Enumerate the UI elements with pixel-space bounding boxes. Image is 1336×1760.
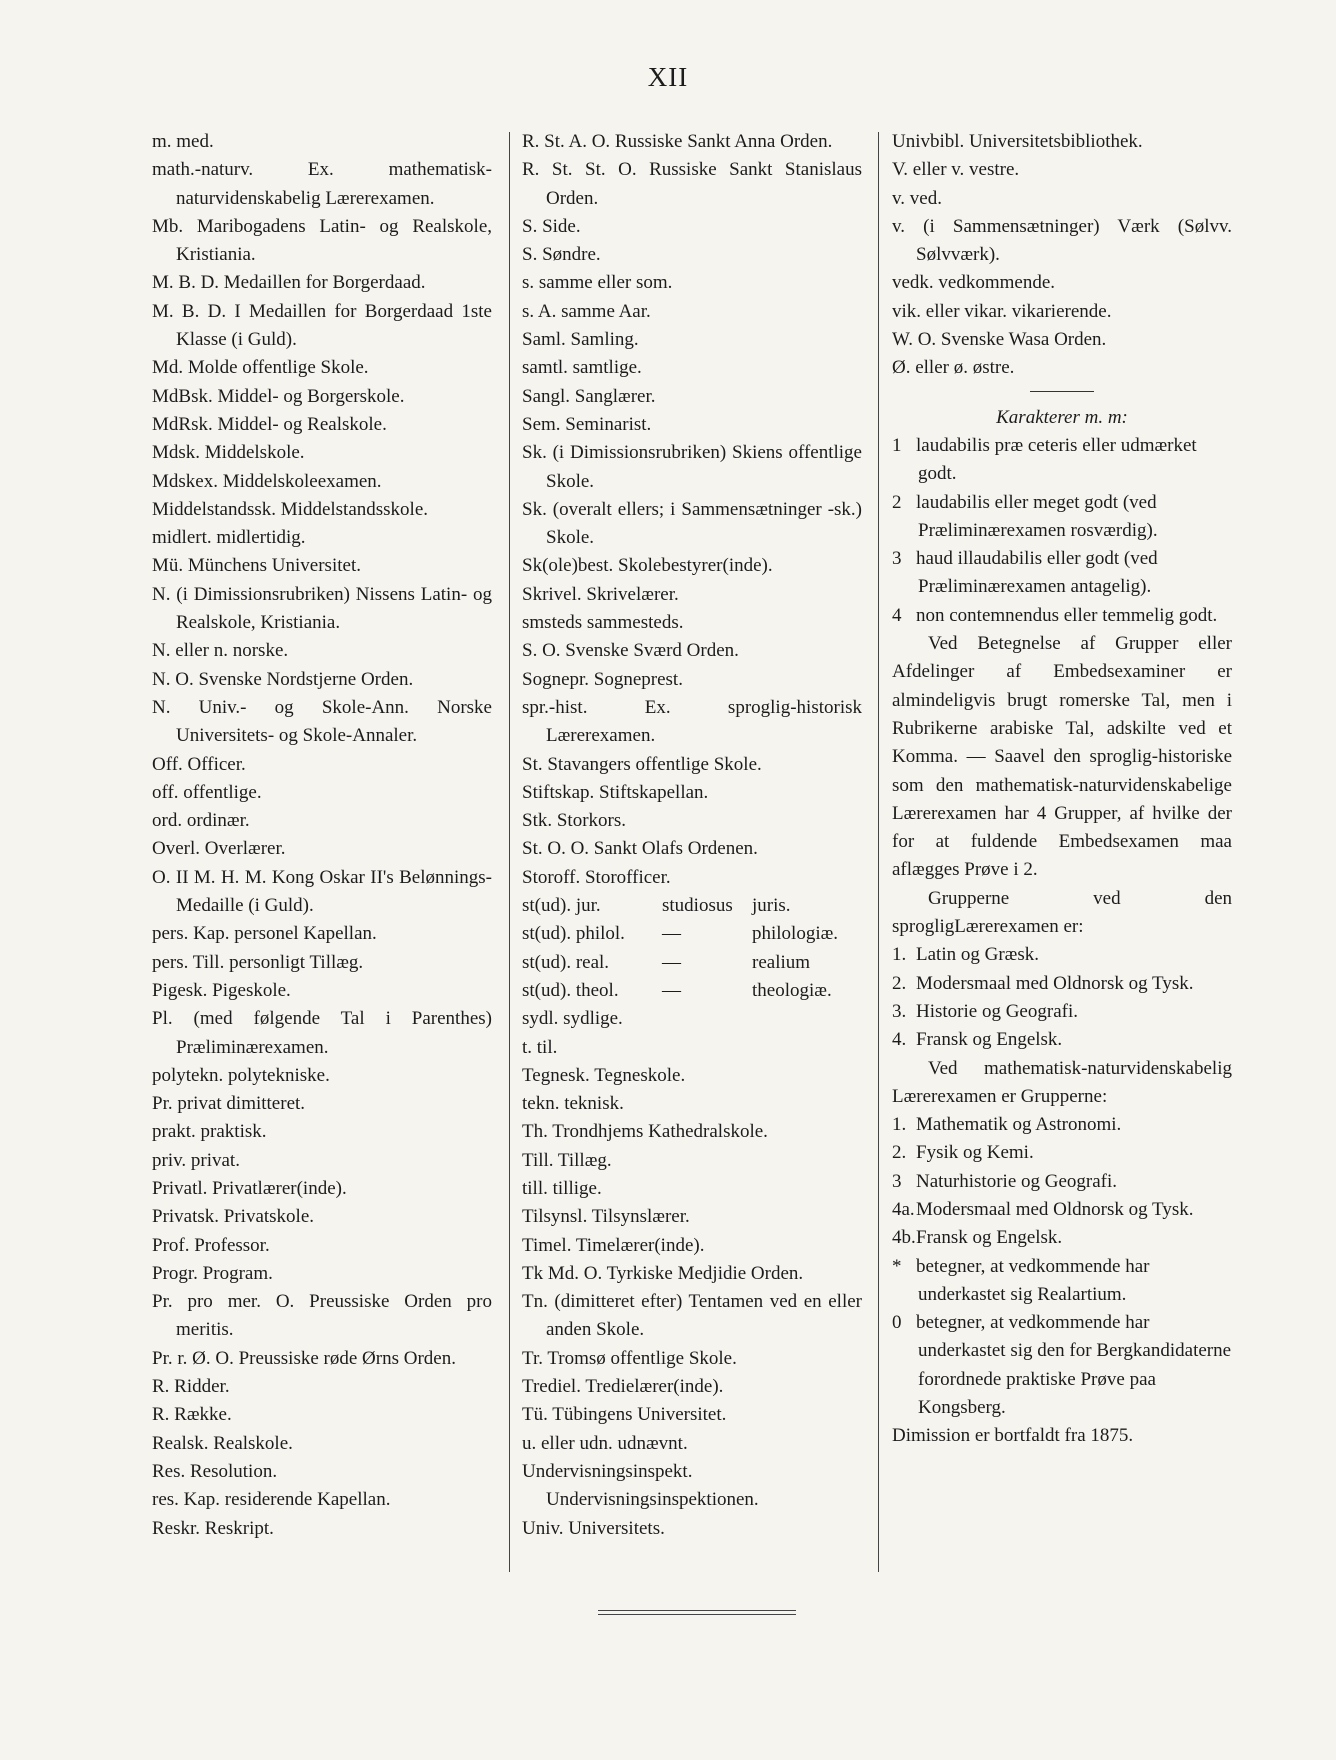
sproglig-group xyxy=(892,1026,1232,1054)
abbreviation-entry: S. O. Svenske Sværd Orden. xyxy=(522,640,739,662)
sproglig-group-number: 4. xyxy=(892,1029,907,1051)
abbreviation-entry: Sem. Seminarist. xyxy=(522,413,652,435)
abbreviation-entry: res. Kap. residerende Kapellan. xyxy=(152,1489,391,1511)
abbreviation-entry: R. Ridder. xyxy=(152,1376,230,1398)
sproglig-group xyxy=(892,970,1232,998)
abbreviation-entry: Pl. (med følgende Tal i Parenthes) Præliminærexamen. xyxy=(152,1008,492,1058)
studiosus-cell: st(ud). theol. xyxy=(522,979,619,1001)
studiosus-cell: — xyxy=(662,951,681,973)
abbreviation-entry: t. til. xyxy=(522,1036,558,1058)
abbreviation-entry: Prof. Professor. xyxy=(152,1234,270,1256)
abbreviation-entry: MdRsk. Middel- og Realskole. xyxy=(152,413,387,435)
abbreviation-entry: Sk. (overalt ellers; i Sammensætninger -sk.) Skole. xyxy=(522,498,862,549)
abbreviation-entry: tekn. teknisk. xyxy=(522,1093,624,1115)
studiosus-row xyxy=(522,920,862,948)
karakter-item-number: 1 xyxy=(892,434,902,456)
abbreviation-entry: Till. Tillæg. xyxy=(522,1149,612,1171)
studiosus-cell: — xyxy=(662,923,681,945)
sproglig-group-text: Historie og Geografi. xyxy=(916,1000,1078,1022)
abbreviation-entry: Sk. (i Dimissionsrubriken) Skiens offentlige Skole. xyxy=(522,442,862,492)
abbreviation-entry: R. St. A. O. Russiske Sankt Anna Orden. xyxy=(522,131,833,152)
dimission-line: Dimission er bortfaldt fra 1875. xyxy=(892,1425,1134,1447)
math-paragraph: Ved mathematisk-naturvidenskabelig Lærerexamen er Grupperne: xyxy=(892,1057,1232,1107)
studiosus-row xyxy=(522,892,862,920)
abbreviation-entry: M. B. D. I Medaillen for Borgerdaad 1ste Klasse (i Guld). xyxy=(152,300,492,351)
abbreviation-entry: u. eller udn. udnævnt. xyxy=(522,1432,688,1454)
end-rule xyxy=(598,1610,796,1615)
karakter-item-number: 4 xyxy=(892,604,902,626)
studiosus-cell: st(ud). jur. xyxy=(522,895,601,917)
abbreviation-entry: Mb. Maribogadens Latin- og Realskole, Kristiania. xyxy=(152,215,492,266)
abbreviation-entry: Tü. Tübingens Universitet. xyxy=(522,1404,727,1426)
abbreviation-entry: prakt. praktisk. xyxy=(152,1121,267,1143)
karakter-item-text: non contemnendus eller temmelig godt. xyxy=(916,604,1218,626)
column-divider xyxy=(509,132,510,1572)
abbreviation-entry: N. Univ.- og Skole-Ann. Norske Universitets- og Skole-Annaler. xyxy=(152,696,492,747)
abbreviation-column-2 xyxy=(522,128,862,1543)
sproglig-group xyxy=(892,941,1232,969)
karakter-item-text: haud illaudabilis eller godt (ved Præliminærexamen antagelig). xyxy=(916,548,1158,598)
sproglig-paragraph: Grupperne ved den sprogligLærerexamen er: xyxy=(892,887,1232,938)
abbreviation-entry: Md. Molde offentlige Skole. xyxy=(152,357,369,379)
abbreviation-entry: Sangl. Sanglærer. xyxy=(522,385,656,407)
sproglig-group-number: 1. xyxy=(892,944,907,966)
studiosus-cell: philologiæ. xyxy=(752,923,839,945)
column-2-entries-bottom xyxy=(522,1005,862,1543)
note-item xyxy=(892,1309,1232,1422)
abbreviation-entry: Pr. r. Ø. O. Preussiske røde Ørns Orden. xyxy=(152,1347,456,1369)
abbreviation-entry: Overl. Overlærer. xyxy=(152,838,286,860)
column-3-entries xyxy=(892,128,1232,383)
abbreviation-entry: Realsk. Realskole. xyxy=(152,1432,293,1454)
abbreviation-entry: Pr. pro mer. O. Preussiske Orden pro meritis. xyxy=(152,1291,492,1341)
sproglig-group-number: 3. xyxy=(892,1000,907,1022)
abbreviation-entry: Tn. (dimitteret efter) Tentamen ved en eller anden Skole. xyxy=(522,1291,862,1341)
math-group-number: 1. xyxy=(892,1114,907,1136)
abbreviation-entry: N. eller n. norske. xyxy=(152,640,289,662)
abbreviation-entry: S. Søndre. xyxy=(522,244,601,266)
abbreviation-entry: Sk(ole)best. Skolebestyrer(inde). xyxy=(522,555,773,577)
studiosus-cell: st(ud). philol. xyxy=(522,923,625,945)
abbreviation-column-3 xyxy=(892,128,1232,1451)
sproglig-group-number: 2. xyxy=(892,972,907,994)
abbreviation-entry: polytekn. polytekniske. xyxy=(152,1064,330,1086)
abbreviation-entry: N. O. Svenske Nordstjerne Orden. xyxy=(152,668,414,690)
math-group-text: Fysik og Kemi. xyxy=(916,1142,1034,1164)
note-item-text: betegner, at vedkommende har underkastet sig Realartium. xyxy=(916,1255,1150,1305)
abbreviation-entry: math.-naturv. Ex. mathematisk-naturvidenskabelig Lærerexamen. xyxy=(152,159,492,209)
karakterer-list xyxy=(892,432,1232,630)
abbreviation-entry: M. B. D. Medaillen for Borgerdaad. xyxy=(152,272,426,294)
abbreviation-entry: Mdskex. Middelskoleexamen. xyxy=(152,470,382,492)
abbreviation-entry: till. tillige. xyxy=(522,1177,602,1199)
abbreviation-entry: Off. Officer. xyxy=(152,753,246,775)
abbreviation-entry: sydl. sydlige. xyxy=(522,1008,623,1030)
abbreviation-entry: R. St. St. O. Russiske Sankt Stanislaus Orden. xyxy=(522,159,862,209)
abbreviation-entry: Saml. Samling. xyxy=(522,329,639,351)
math-group-text: Modersmaal med Oldnorsk og Tysk. xyxy=(916,1198,1194,1220)
abbreviation-entry: MdBsk. Middel- og Borgerskole. xyxy=(152,385,405,407)
karakter-item xyxy=(892,545,1232,602)
abbreviation-entry: priv. privat. xyxy=(152,1149,240,1171)
math-group xyxy=(892,1168,1232,1196)
abbreviation-entry: vik. eller vikar. vikarierende. xyxy=(892,300,1112,322)
sproglig-groups xyxy=(892,941,1232,1054)
sproglig-group xyxy=(892,998,1232,1026)
abbreviation-entry: midlert. midlertidig. xyxy=(152,527,306,549)
abbreviation-entry: off. offentlige. xyxy=(152,781,262,803)
abbreviation-entry: Skrivel. Skrivelærer. xyxy=(522,583,679,605)
sproglig-group-text: Modersmaal med Oldnorsk og Tysk. xyxy=(916,972,1194,994)
abbreviation-entry: pers. Kap. personel Kapellan. xyxy=(152,923,377,945)
math-group-text: Naturhistorie og Geografi. xyxy=(916,1170,1118,1192)
abbreviation-entry: spr.-hist. Ex. sproglig-historisk Lærerexamen. xyxy=(522,696,862,747)
abbreviation-entry: Tr. Tromsø offentlige Skole. xyxy=(522,1347,737,1369)
sproglig-group-text: Fransk og Engelsk. xyxy=(916,1029,1063,1051)
abbreviation-entry: pers. Till. personligt Tillæg. xyxy=(152,951,364,973)
abbreviation-entry: Univbibl. Universitetsbibliothek. xyxy=(892,131,1143,152)
studiosus-cell: — xyxy=(662,979,681,1001)
note-item-text: betegner, at vedkommende har underkastet sig den for Bergkandidaterne forordnede praktiske Prøve paa Kongsberg. xyxy=(916,1312,1232,1419)
sproglig-group-text: Latin og Græsk. xyxy=(916,944,1039,966)
abbreviation-column-1 xyxy=(152,128,492,1543)
notes-list xyxy=(892,1253,1232,1423)
abbreviation-entry: Univ. Universitets. xyxy=(522,1517,665,1539)
math-group-text: Mathematik og Astronomi. xyxy=(916,1114,1122,1136)
abbreviation-entry: Th. Trondhjems Kathedralskole. xyxy=(522,1121,768,1143)
abbreviation-entry: Stk. Storkors. xyxy=(522,810,626,832)
abbreviation-entry: W. O. Svenske Wasa Orden. xyxy=(892,329,1107,351)
studiosus-table xyxy=(522,892,862,1005)
karakter-item xyxy=(892,489,1232,546)
abbreviation-entry: Undervisningsinspekt. Undervisningsinspektionen. xyxy=(522,1460,759,1511)
abbreviation-entry: smsteds sammesteds. xyxy=(522,612,684,634)
abbreviation-entry: Mü. Münchens Universitet. xyxy=(152,555,361,577)
abbreviation-entry: Trediel. Tredielærer(inde). xyxy=(522,1376,724,1398)
studiosus-row xyxy=(522,977,862,1005)
note-item xyxy=(892,1253,1232,1310)
abbreviation-entry: Middelstandssk. Middelstandsskole. xyxy=(152,498,429,520)
abbreviation-entry: O. II M. H. M. Kong Oskar II's Belønnings-Medaille (i Guld). xyxy=(152,866,492,917)
abbreviation-entry: S. Side. xyxy=(522,215,581,237)
studiosus-row xyxy=(522,949,862,977)
math-group-number: 3 xyxy=(892,1170,902,1192)
abbreviation-entry: Mdsk. Middelskole. xyxy=(152,442,305,464)
studiosus-cell: st(ud). real. xyxy=(522,951,610,973)
abbreviation-entry: Reskr. Reskript. xyxy=(152,1517,274,1539)
karakter-item-text: laudabilis præ ceteris eller udmærket godt. xyxy=(916,434,1197,485)
note-item-number: * xyxy=(892,1255,902,1277)
abbreviation-entry: Stiftskap. Stiftskapellan. xyxy=(522,781,709,803)
abbreviation-entry: Pr. privat dimitteret. xyxy=(152,1093,306,1115)
studiosus-cell: realium xyxy=(752,951,811,973)
abbreviation-entry: Tk Md. O. Tyrkiske Medjidie Orden. xyxy=(522,1262,804,1284)
abbreviation-entry: Tegnesk. Tegneskole. xyxy=(522,1064,686,1086)
abbreviation-entry: Timel. Timelærer(inde). xyxy=(522,1234,705,1256)
abbreviation-entry: v. ved. xyxy=(892,187,942,209)
studiosus-cell: theologiæ. xyxy=(752,979,832,1001)
abbreviation-entry: s. A. samme Aar. xyxy=(522,300,651,322)
abbreviation-entry: St. Stavangers offentlige Skole. xyxy=(522,753,762,775)
math-group-number: 4a. xyxy=(892,1198,915,1220)
grupper-paragraph: Ved Betegnelse af Grupper eller Afdelinger af Embedsexaminer er almindeligvis brugt romerske Tal, men i Rubrikerne arabiske Tal, adskilte ved et Komma. — Saavel den sproglig-historiske som den mathematisk-naturvidenskabelige Lærerexamen har 4 Grupper, af hvilke der for at fuldende Embedsexamen maa aflægges Prøve i 2. xyxy=(892,633,1232,881)
abbreviation-entry: Privatsk. Privatskole. xyxy=(152,1206,315,1228)
math-groups xyxy=(892,1111,1232,1252)
abbreviation-entry: N. (i Dimissionsrubriken) Nissens Latin- og Realskole, Kristiania. xyxy=(152,583,492,634)
karakterer-heading: Karakterer m. m: xyxy=(996,406,1128,428)
abbreviation-entry: Storoff. Storofficer. xyxy=(522,866,671,888)
abbreviation-entry: Pigesk. Pigeskole. xyxy=(152,979,291,1001)
column-2-entries-top xyxy=(522,128,862,892)
abbreviation-entry: R. Række. xyxy=(152,1404,232,1426)
karakter-item-text: laudabilis eller meget godt (ved Præliminærexamen rosværdig). xyxy=(916,491,1158,541)
karakter-item xyxy=(892,432,1232,489)
abbreviation-entry: m. med. xyxy=(152,131,214,152)
abbreviation-entry: Progr. Program. xyxy=(152,1262,273,1284)
math-group-text: Fransk og Engelsk. xyxy=(916,1227,1063,1249)
abbreviation-entry: vedk. vedkommende. xyxy=(892,272,1056,294)
page-number: XII xyxy=(647,62,689,92)
abbreviation-entry: V. eller v. vestre. xyxy=(892,159,1020,181)
abbreviation-entry: s. samme eller som. xyxy=(522,272,673,294)
math-group xyxy=(892,1224,1232,1252)
math-group xyxy=(892,1196,1232,1224)
abbreviation-entry: v. (i Sammensætninger) Værk (Sølvv. Sølvværk). xyxy=(892,215,1232,266)
abbreviation-entry: Sognepr. Sogneprest. xyxy=(522,668,683,690)
abbreviation-entry: Res. Resolution. xyxy=(152,1460,278,1482)
abbreviation-entry: Ø. eller ø. østre. xyxy=(892,357,1015,379)
math-group xyxy=(892,1139,1232,1167)
karakter-item-number: 2 xyxy=(892,491,902,513)
math-group-number: 2. xyxy=(892,1142,907,1164)
section-rule xyxy=(1030,391,1094,392)
math-group xyxy=(892,1111,1232,1139)
karakter-item xyxy=(892,602,1232,630)
note-item-number: 0 xyxy=(892,1312,902,1334)
abbreviation-entry: samtl. samtlige. xyxy=(522,357,642,379)
abbreviation-entry: Tilsynsl. Tilsynslærer. xyxy=(522,1206,690,1228)
math-group-number: 4b. xyxy=(892,1227,916,1249)
karakter-item-number: 3 xyxy=(892,548,902,570)
abbreviation-entry: St. O. O. Sankt Olafs Ordenen. xyxy=(522,838,758,860)
column-divider xyxy=(878,132,879,1572)
studiosus-cell: studiosus xyxy=(662,895,733,917)
studiosus-cell: juris. xyxy=(752,895,791,917)
abbreviation-entry: ord. ordinær. xyxy=(152,810,250,832)
abbreviation-entry: Privatl. Privatlærer(inde). xyxy=(152,1177,347,1199)
